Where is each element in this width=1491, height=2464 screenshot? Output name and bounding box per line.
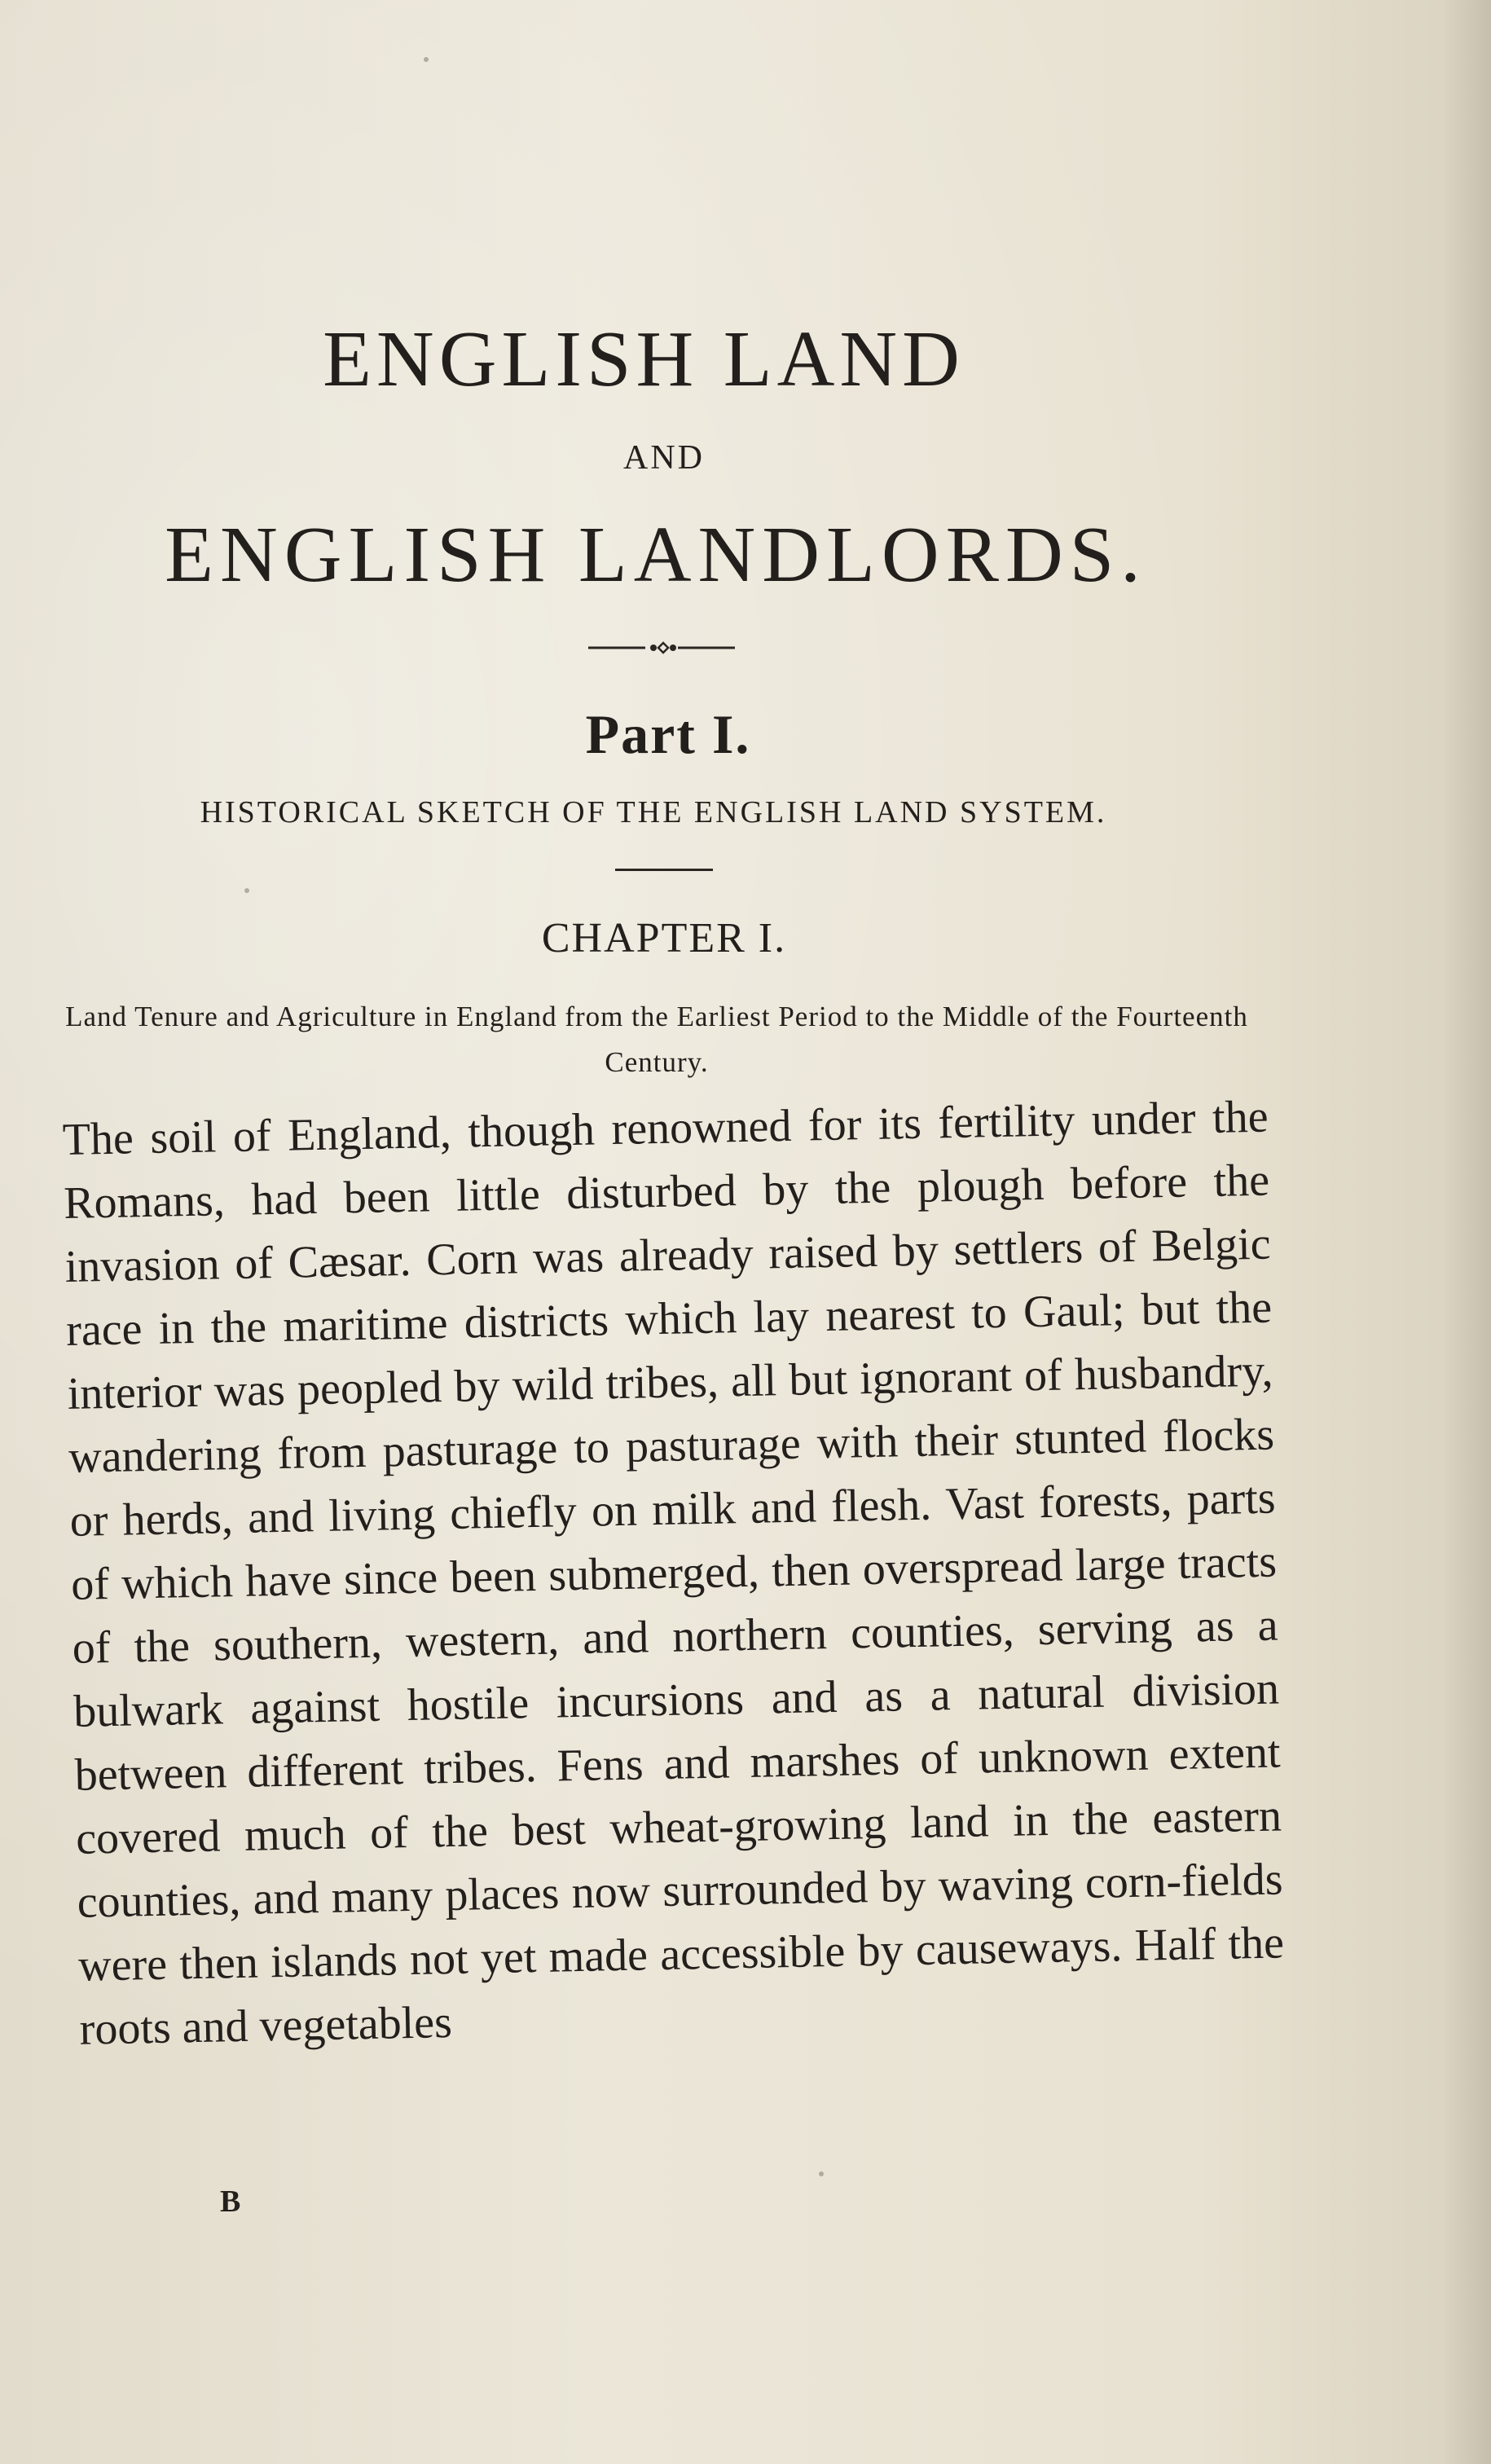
paper-speck (244, 888, 249, 893)
part-title: Part I. (585, 703, 751, 765)
chapter-description: Land Tenure and Agriculture in England from the Earliest Period to the Middle of the Fourteenth Century. (65, 1001, 1248, 1078)
section-divider (615, 869, 713, 871)
chapter-title: CHAPTER I. (541, 915, 787, 961)
part-subtitle: HISTORICAL SKETCH OF THE ENGLISH LAND SYSTEM. (200, 795, 1107, 829)
ornamental-rule-icon (588, 636, 735, 660)
book-title-line-2: ENGLISH LANDLORDS. (165, 511, 1147, 599)
signature-mark: B (220, 2185, 241, 2219)
paper-speck (424, 57, 429, 62)
page-edge-shadow (1442, 0, 1491, 2464)
book-title-line-1: ENGLISH LAND (323, 315, 965, 403)
body-paragraph: The soil of England, though renowned for its fertility under the Romans, had been little disturbed by the plough before the invasion of Cæsar. Corn was already raised by settlers of Belgic race in the maritime districts which lay nearest to Gaul; but the interior was peopled by wild tribes, all but ignorant of husbandry, wandering from pasturage to pasturage with their stunted flocks or herds, and living chiefly on milk and flesh. Vast forests, parts of which have since been submerged, then overspread large tracts of the southern, western, and northern counties, serving as a bulwark against hostile incursions and as a natural division between different tribes. Fens and marshes of unknown extent covered much of the best wheat-growing land in the eastern counties, and many places now surrounded by waving corn-fields were then islands not yet made accessible by causeways. Half the roots and vegetables (62, 1091, 1285, 2055)
body-text (62, 1085, 1286, 2061)
paper-speck (819, 2171, 824, 2176)
book-title-conjunction: AND (623, 439, 705, 477)
